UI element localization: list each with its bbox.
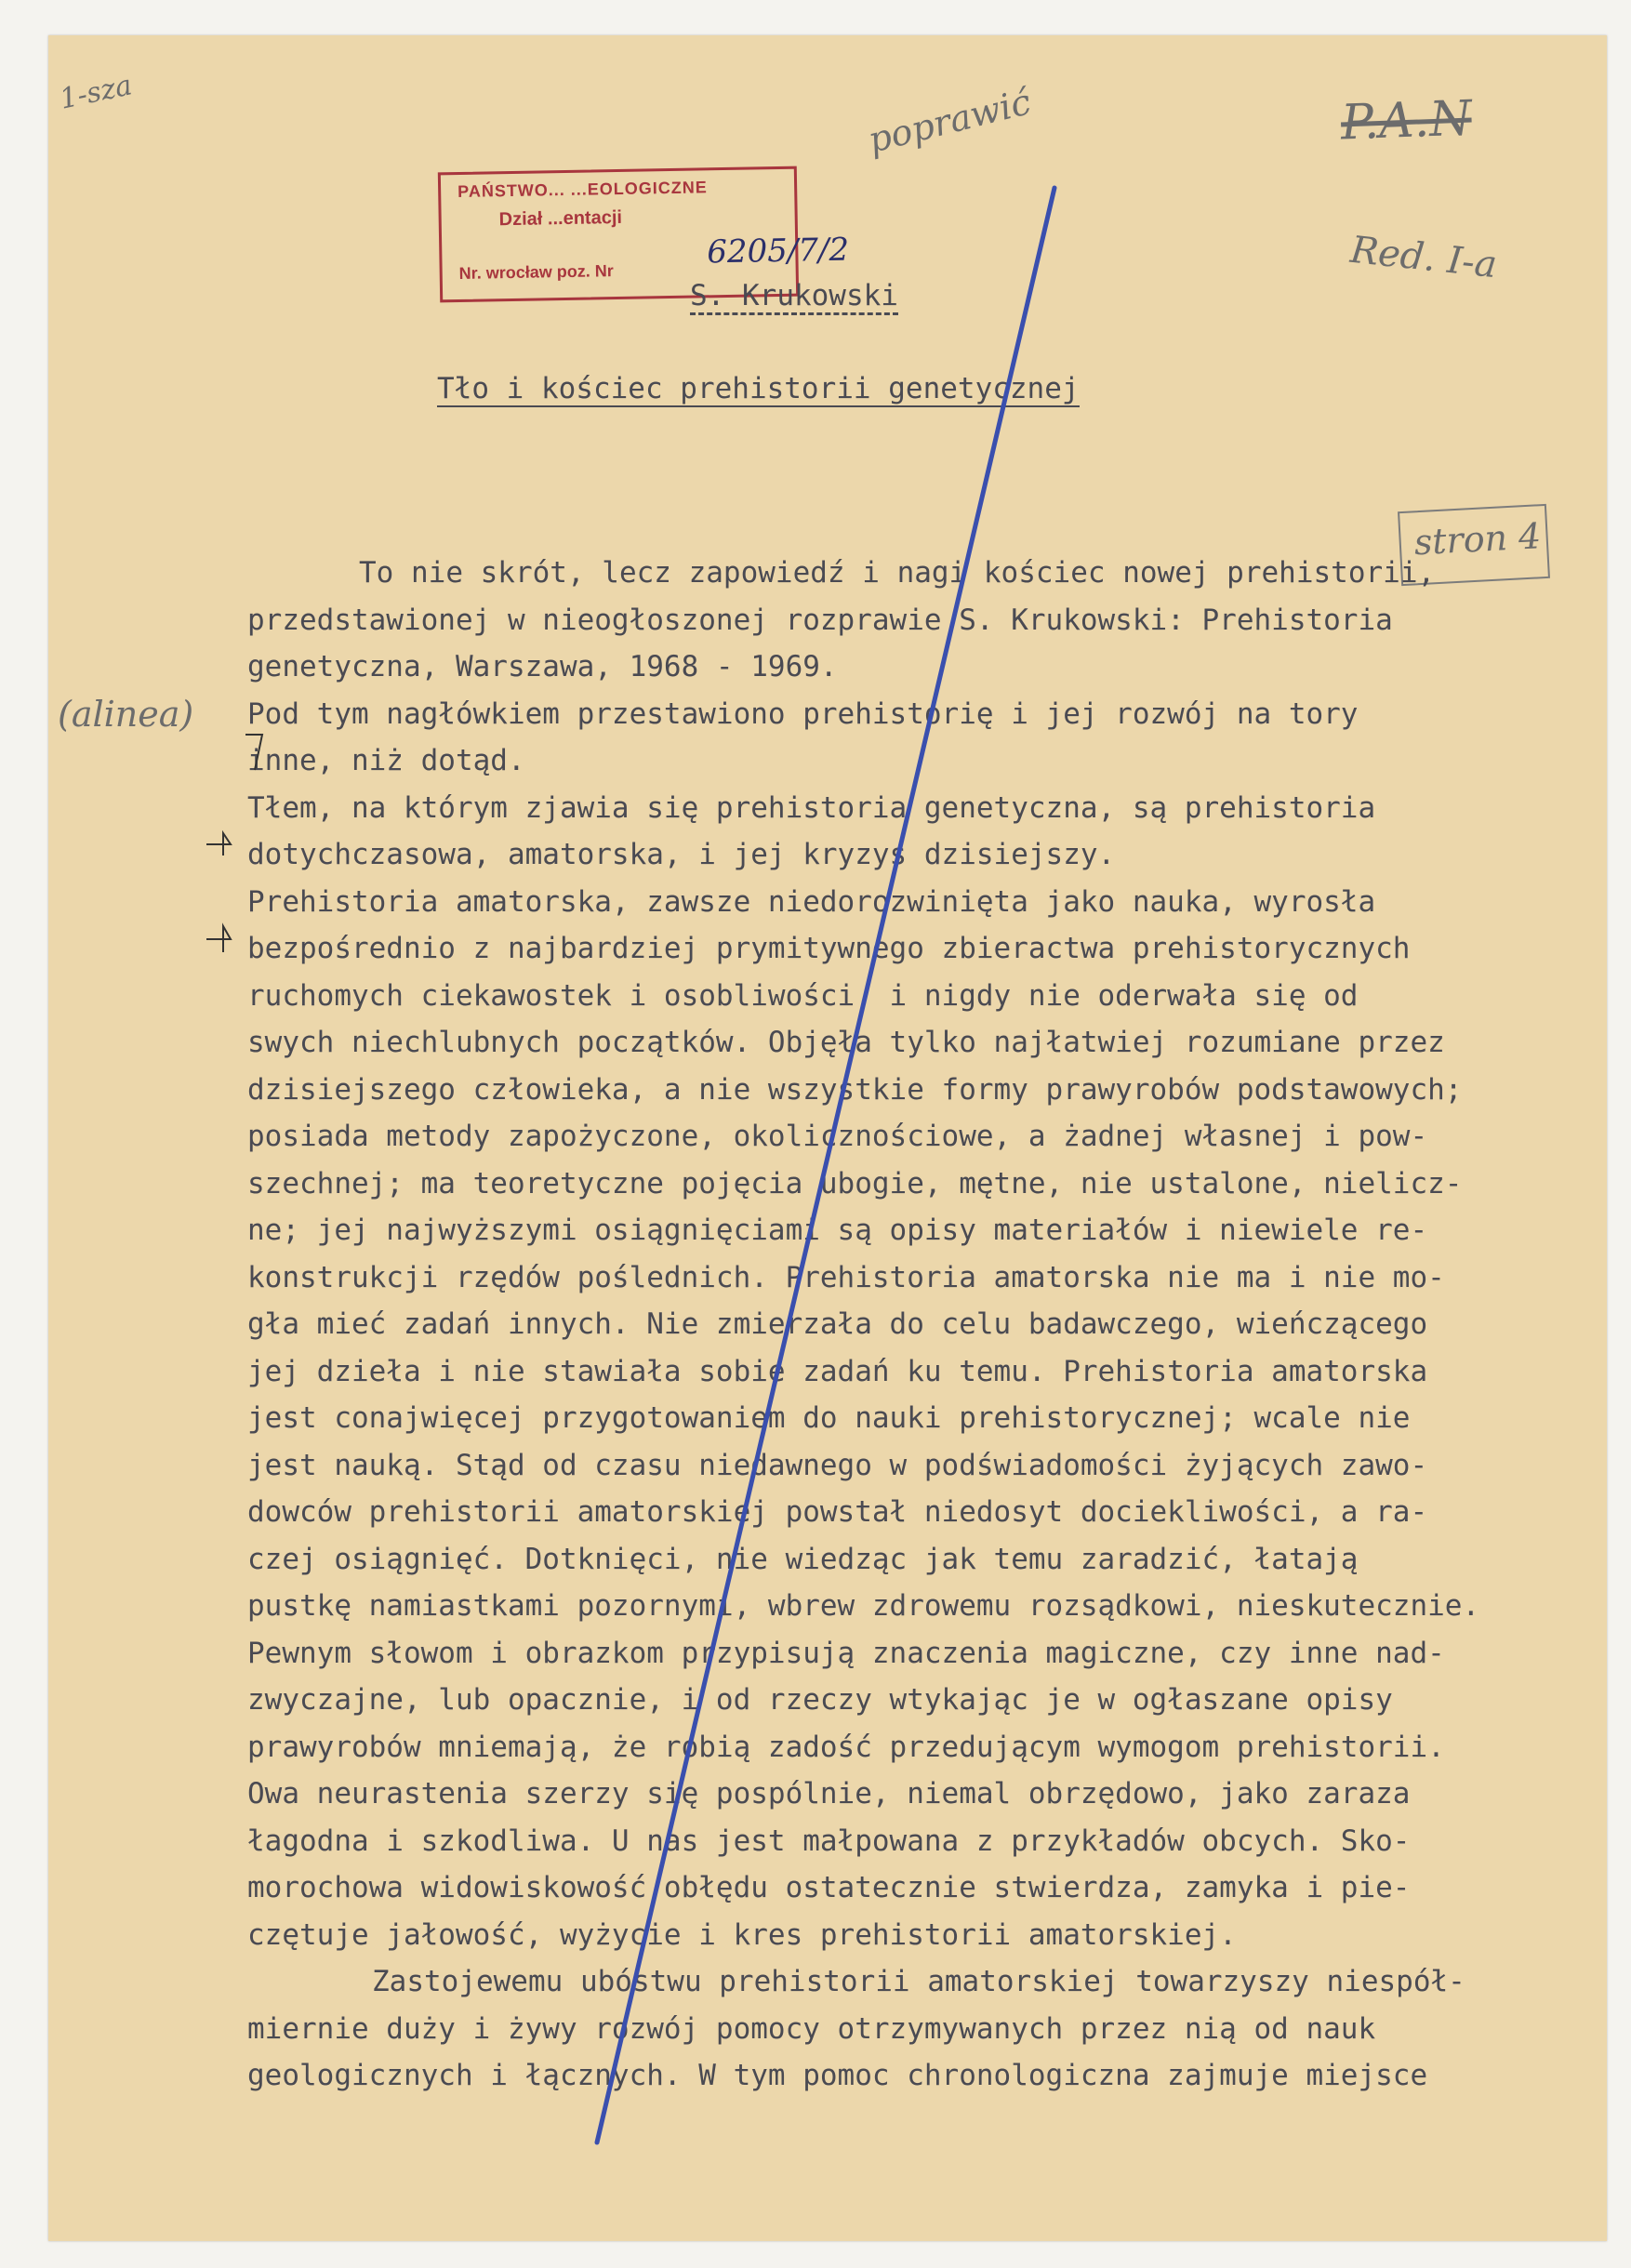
text-line: czej osiągnięć. Dotknięci, nie wiedząc jak temu zaradzić, łatają xyxy=(247,1542,1359,1576)
text-line: swych niechlubnych początków. Objęła tylko najłatwiej rozumiane przez xyxy=(247,1026,1445,1059)
text-line: prawyrobów mniemają, że robią zadość przedującym wymogom prehistorii. xyxy=(247,1730,1445,1764)
text-line: genetyczna, Warszawa, 1968 - 1969. xyxy=(247,650,838,683)
text-line: inne, niż dotąd. xyxy=(247,744,525,777)
text-line: Zastojewemu ubóstwu prehistorii amatorskiej towarzyszy niespół- xyxy=(372,1965,1465,1998)
text-line: jest nauką. Stąd od czasu niedawnego w podświadomości żyjących zawo- xyxy=(247,1448,1428,1482)
text-line: ruchomych ciekawostek i osobliwości, i nigdy nie oderwała się od xyxy=(247,978,1359,1013)
text-line: morochowa widowiskowość obłędu ostatecznie stwierdza, zamyka i pie- xyxy=(247,1871,1411,1904)
stamp-line-2: Dział ...entacji xyxy=(498,206,623,231)
note-box-text: stron 4 xyxy=(1412,515,1543,564)
stamp-number: 6205/7/2 xyxy=(707,231,850,272)
stamp-line-1: PAŃSTWO... ...EOLOGICZNE xyxy=(457,178,708,202)
stamp-line-3: Nr. wrocław poz. Nr xyxy=(458,261,614,283)
note-top-center: poprawić xyxy=(864,81,1035,161)
text-line: łagodna i szkodliwa. U nas jest małpowana z przykładów obcych. Sko- xyxy=(247,1824,1411,1858)
text-line: zwyczajne, lub opacznie, i od rzeczy wtykając je w ogłaszane opisy xyxy=(247,1683,1393,1717)
text-line: konstrukcji rzędów poślednich. Prehistoria amatorska nie ma i nie mo- xyxy=(247,1260,1445,1294)
text-line: miernie duży i żywy rozwój pomocy otrzymywanych przez nią od nauk xyxy=(247,2011,1376,2046)
text-line: posiada metody zapożyczone, okolicznościowe, a żadnej własnej i pow- xyxy=(247,1120,1428,1153)
text-line: To nie skrót, lecz zapowiedź i nagi kościec nowej prehistorii, xyxy=(359,556,1436,590)
text-line: Tłem, na którym zjawia się prehistoria genetyczna, są prehistoria xyxy=(247,790,1376,825)
text-line: czętuje jałowość, wyżycie i kres prehistorii amatorskiej. xyxy=(247,1917,1237,1952)
note-red-ref: Red. I-a xyxy=(1348,228,1499,287)
text-line: przedstawionej w nieogłoszonej rozprawie S. Krukowski: Prehistoria xyxy=(247,603,1393,637)
note-alinea: (alinea) xyxy=(58,694,194,735)
text-line: Prehistoria amatorska, zawsze niedorozwinięta jako nauka, wyrosła xyxy=(247,884,1376,919)
text-line: pustkę namiastkami pozornymi, wbrew zdrowemu rozsądkowi, nieskutecznie. xyxy=(247,1589,1480,1623)
pencil-marks xyxy=(48,35,1607,2241)
text-line: szechnej; ma teoretyczne pojęcia ubogie, mętne, nie ustalone, nielicz- xyxy=(247,1166,1463,1200)
bracket-mark xyxy=(206,833,231,855)
bracket-mark xyxy=(206,926,231,952)
author: S. Krukowski xyxy=(690,279,898,315)
text-line: dowców prehistorii amatorskiej powstał niedosyt dociekliwości, a ra- xyxy=(247,1495,1428,1529)
note-top-right: P.A.N xyxy=(1339,90,1473,152)
document-page xyxy=(48,35,1607,2241)
text-line: gła mieć zadań innych. Nie zmierzała do celu badawczego, wieńczącego xyxy=(247,1307,1428,1341)
text-line: Owa neurastenia szerzy się pospólnie, niemal obrzędowo, jako zaraza xyxy=(247,1777,1411,1810)
text-line: ne; jej najwyższymi osiągnięciami są opisy materiałów i niewiele re- xyxy=(247,1214,1428,1247)
text-line: Pewnym słowom i obrazkom przypisują znaczenia magiczne, czy inne nad- xyxy=(247,1636,1445,1670)
note-top-left: 1-sza xyxy=(57,69,136,116)
document-title: Tło i kościec prehistorii genetycznej xyxy=(437,372,1080,405)
text-line: geologicznych i łącznych. W tym pomoc chronologiczna zajmuje miejsce xyxy=(247,2059,1428,2092)
text-line: bezpośrednio z najbardziej prymitywnego zbieractwa prehistorycznych xyxy=(247,932,1411,965)
text-line: dzisiejszego człowieka, a nie wszystkie formy prawyrobów podstawowych; xyxy=(247,1072,1463,1107)
text-line: jest conajwięcej przygotowaniem do nauki prehistorycznej; wcale nie xyxy=(247,1401,1411,1435)
text-line: Pod tym nagłówkiem przestawiono prehistorię i jej rozwój na tory xyxy=(247,696,1359,731)
bracket-mark xyxy=(245,735,262,770)
text-line: jej dzieła i nie stawiała sobie zadań ku temu. Prehistoria amatorska xyxy=(247,1354,1428,1388)
diagonal-strike xyxy=(597,188,1054,2142)
text-line: dotychczasowa, amatorska, i jej kryzys dzisiejszy. xyxy=(247,838,1116,871)
